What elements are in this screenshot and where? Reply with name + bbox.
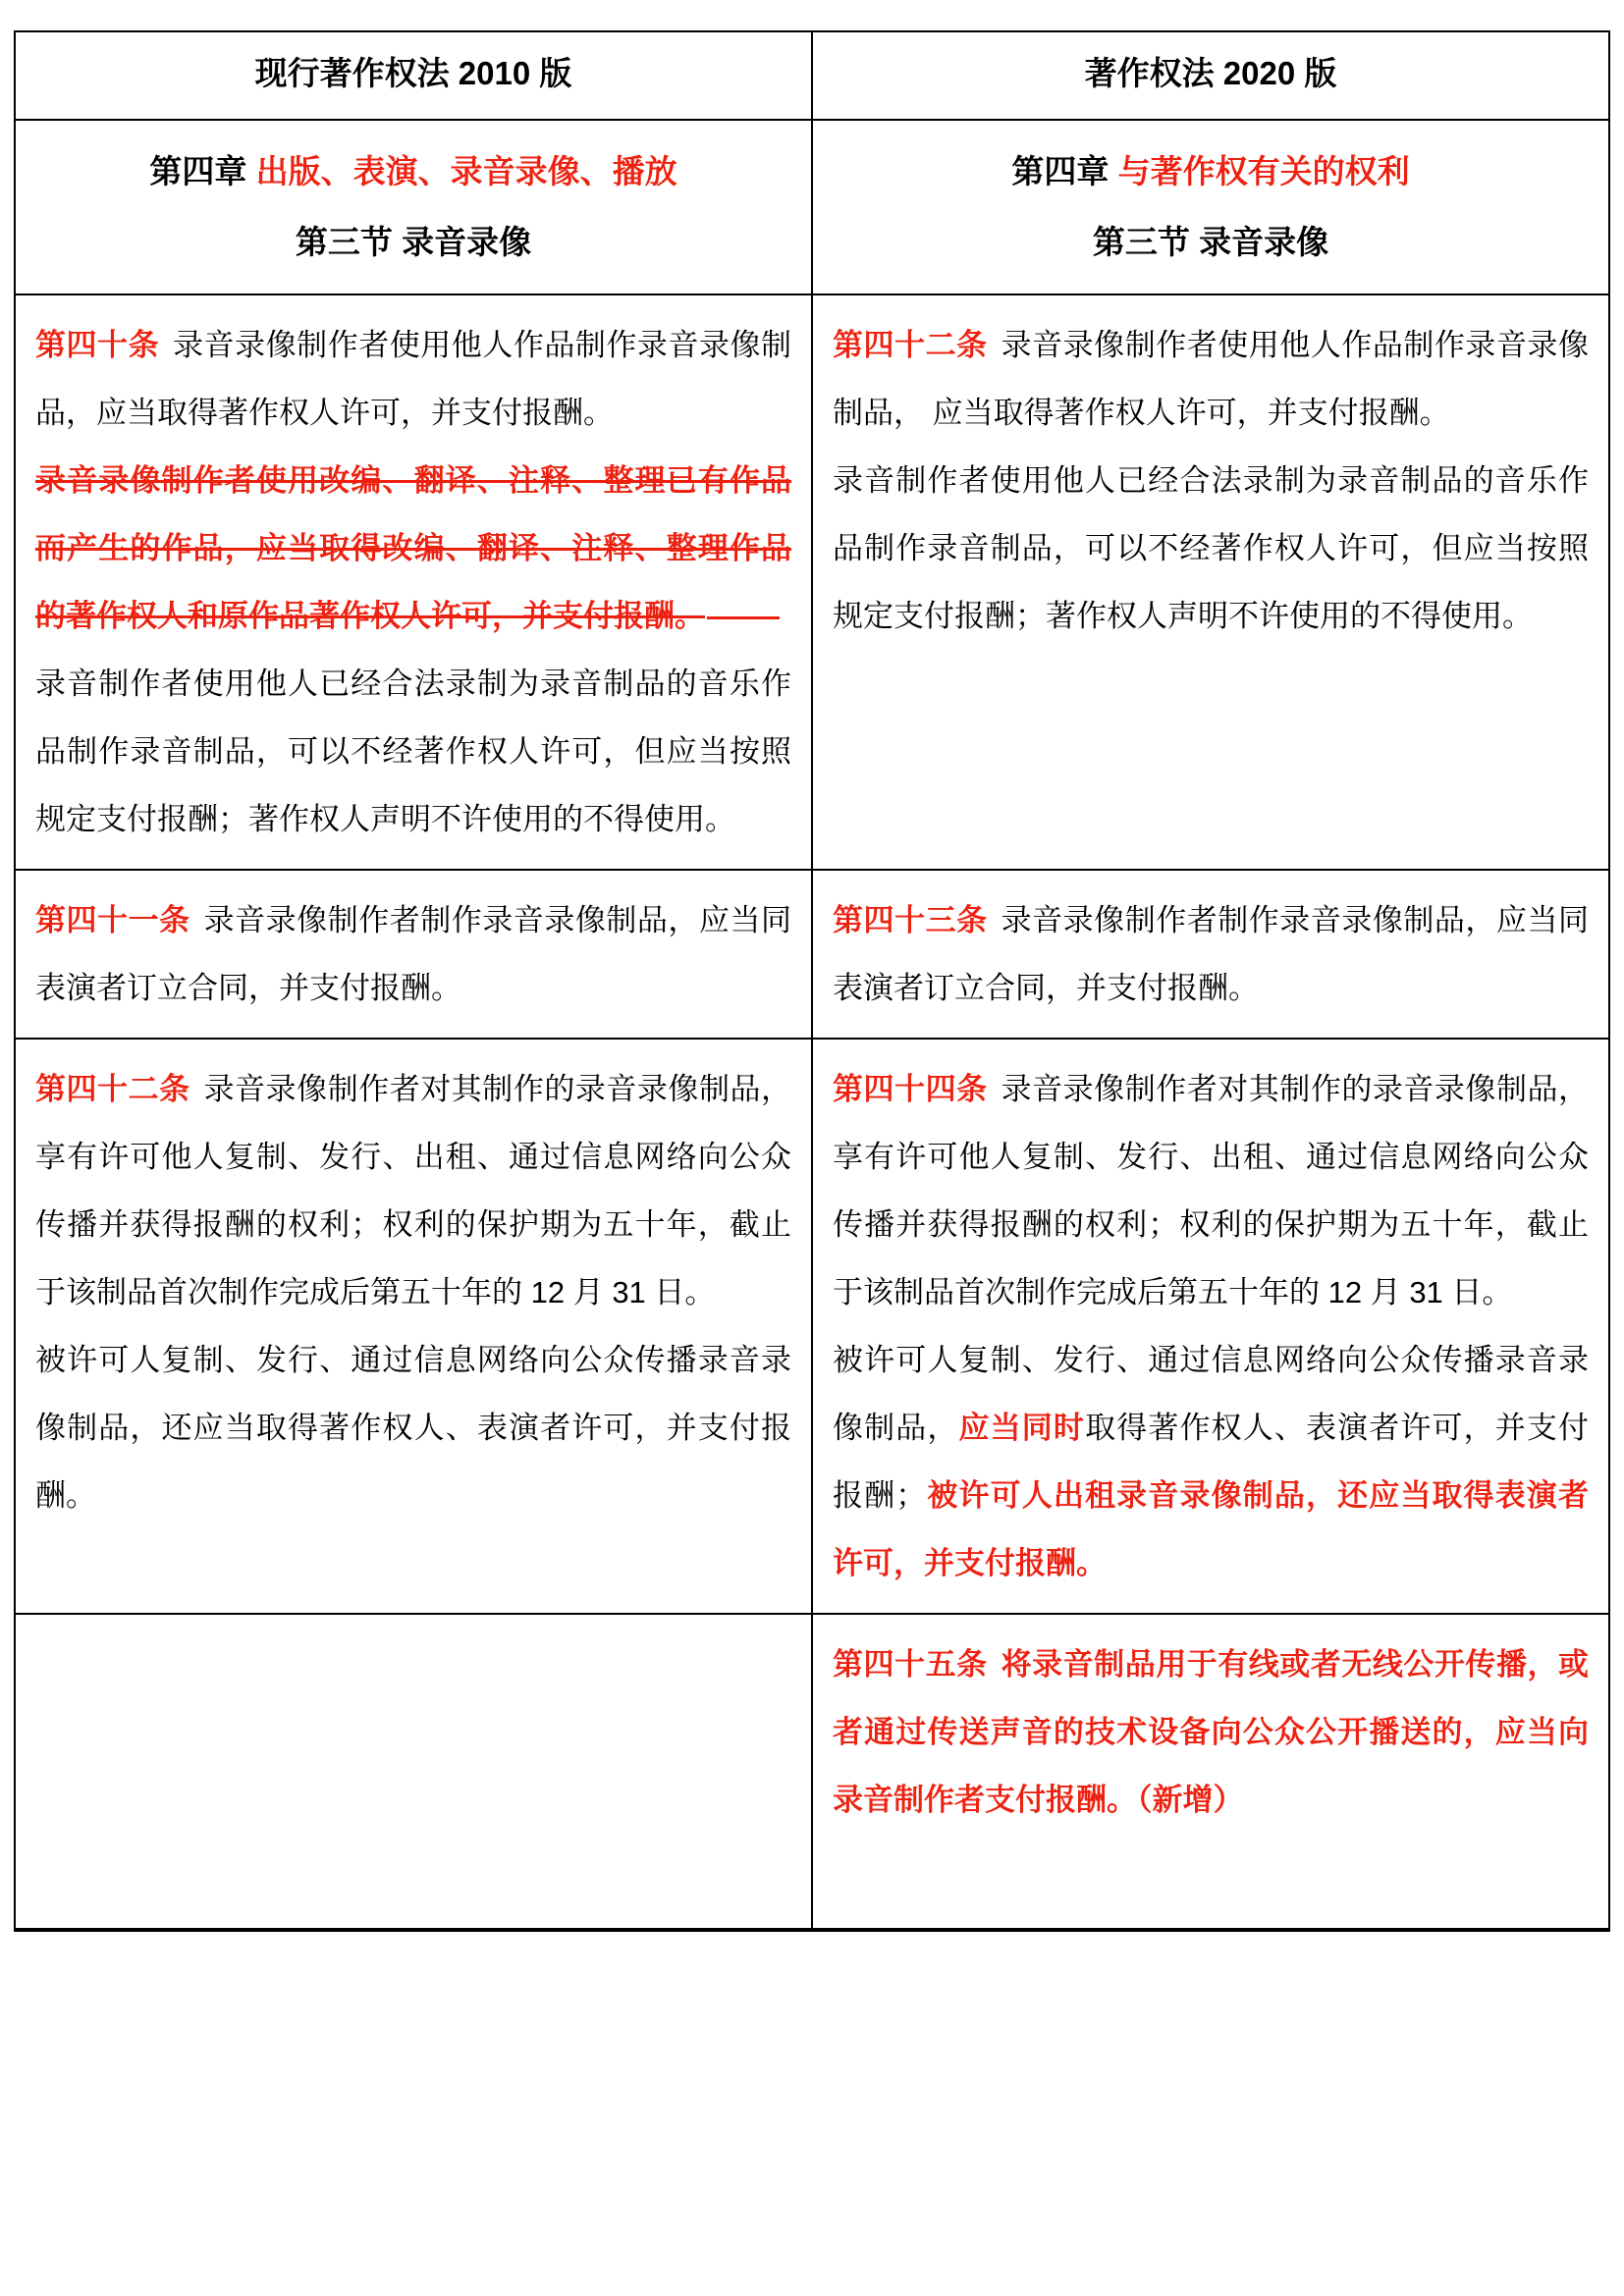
strikethrough-tail [707,616,780,619]
paragraph-text: 录音制作者使用他人已经合法录制为录音制品的音乐作品制作录音制品，可以不经著作权人许可，但应当按照规定支付报酬；著作权人声明不许使用的不得使用。 [35,667,791,836]
article-number: 第四十三条 [833,903,988,937]
paragraph-text: 录音录像制作者对其制作的录音录像制品，享有许可他人复制、发行、出租、通过信息网络向公众传播并获得报酬的权利；权利的保护期为五十年，截止于该制品首次制作完成后第五十年的 12 月 31 日。 [833,1072,1589,1309]
header-title-2010: 现行著作权法 2010 版 [254,55,572,91]
header-cell-2020 [812,31,1609,120]
paragraph [35,886,791,1022]
paragraph-text: 录音制作者使用他人已经合法录制为录音制品的音乐作品制作录音制品，可以不经著作权人许可，但应当按照规定支付报酬；著作权人声明不许使用的不得使用。 [833,463,1589,633]
empty-cell [15,1614,812,1930]
paragraph [35,311,791,447]
paragraph-text: 取得著作权人、表演者许可，并支付报酬； [833,1411,1590,1513]
article-row-40-42 [15,294,1609,870]
paragraph-text: 录音录像制作者使用他人作品制作录音录像制品， 应当取得著作权人许可，并支付报酬。 [833,328,1589,430]
article-row-45 [15,1614,1609,1930]
article-45-2020-cell [812,1614,1609,1930]
article-row-42-44 [15,1039,1609,1614]
chapter-cell-2020 [812,120,1609,294]
article-row-41-43 [15,870,1609,1039]
article-44-2020-cell [812,1039,1609,1614]
paragraph-text: 录音录像制作者使用他人作品制作录音录像制品，应当取得著作权人许可，并支付报酬。 [35,328,792,430]
paragraph [35,1326,791,1529]
paragraph [833,447,1589,650]
deleted-paragraph [35,447,791,650]
chapter-title: 与著作权有关的权利 [1117,153,1410,189]
paragraph [833,1326,1589,1597]
header-cell-2010 [15,31,812,120]
article-42-2010-cell [15,1039,812,1614]
paragraph [35,1055,791,1326]
article-43-2020-cell [812,870,1609,1039]
chapter-line [35,136,791,207]
paragraph [35,650,791,853]
article-number: 第四十一条 [35,903,190,937]
paragraph-text: 被许可人复制、发行、通过信息网络向公众传播录音录像制品， [833,1343,1589,1445]
paragraph-text: 录音录像制作者制作录音录像制品，应当同表演者订立合同，并支付报酬。 [833,903,1589,1005]
added-text: 应当同时 [958,1411,1086,1445]
article-number: 第四十条 [35,328,160,362]
article-number: 第四十二条 [35,1072,190,1106]
paragraph [833,311,1589,447]
header-row [15,31,1609,120]
deleted-text: 录音录像制作者使用改编、翻译、注释、整理已有作品而产生的作品，应当取得改编、翻译、注释、整理作品的著作权人和原作品著作权人许可，并支付报酬。 [35,463,791,633]
added-text: 被许可人出租录音录像制品，还应当取得表演者许可，并支付报酬。 [833,1478,1590,1580]
section-title: 第三节 录音录像 [1092,224,1329,260]
article-41-cell [15,870,812,1039]
chapter-label: 第四章 [149,153,247,189]
chapter-cell-2010 [15,120,812,294]
chapter-title: 出版、表演、录音录像、播放 [255,153,677,189]
paragraph-text: 录音录像制作者对其制作的录音录像制品，享有许可他人复制、发行、出租、通过信息网络向公众传播并获得报酬的权利；权利的保护期为五十年，截止于该制品首次制作完成后第五十年的 12 月 31 日。 [35,1072,791,1309]
article-number: 第四十五条 [833,1647,988,1682]
law-comparison-table [14,30,1610,1932]
section-line [35,207,791,278]
article-number: 第四十四条 [833,1072,988,1106]
article-42-2020-cell [812,294,1609,870]
paragraph-text: 录音录像制作者制作录音录像制品，应当同表演者订立合同，并支付报酬。 [35,903,791,1005]
paragraph-text: 被许可人复制、发行、通过信息网络向公众传播录音录像制品，还应当取得著作权人、表演者许可，并支付报酬。 [35,1343,791,1513]
added-text: 将录音制品用于有线或者无线公开传播，或者通过传送声音的技术设备向公众公开播送的，应当向录音制作者支付报酬。（新增） [833,1647,1589,1817]
chapter-label: 第四章 [1011,153,1110,189]
new-clause-paragraph [833,1630,1589,1834]
header-title-2020: 著作权法 2020 版 [1084,55,1337,91]
paragraph [833,886,1589,1022]
section-line [833,207,1589,278]
paragraph [833,1055,1589,1326]
chapter-line [833,136,1589,207]
chapter-row [15,120,1609,294]
section-title: 第三节 录音录像 [295,224,532,260]
article-40-cell [15,294,812,870]
article-number: 第四十二条 [833,328,988,362]
